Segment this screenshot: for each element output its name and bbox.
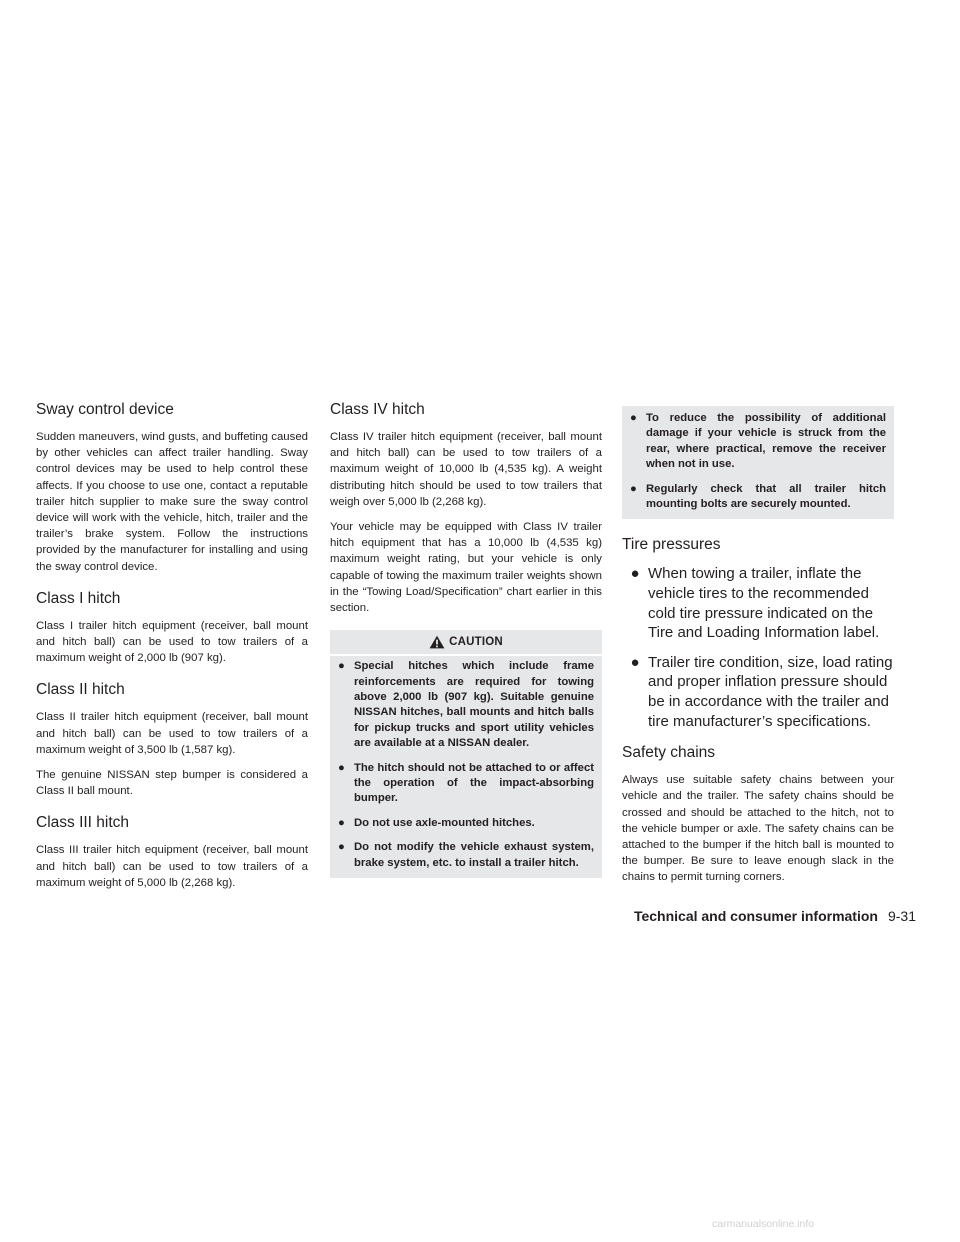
page-footer <box>634 907 916 925</box>
tire-item-text: When towing a trailer, inflate the vehicle tires to the recommended cold tire pressure indicated on the Tire and Loading Information label. <box>648 565 880 642</box>
caution-item-text: Do not modify the vehicle exhaust system, brake system, etc. to install a trailer hitch. <box>354 841 594 869</box>
bullet: ● <box>630 482 637 495</box>
watermark: carmanualsonline.info <box>712 1218 815 1230</box>
caution-item-text: Do not use axle-mounted hitches. <box>354 816 535 829</box>
tire-item <box>622 564 894 642</box>
caution-box <box>330 656 602 878</box>
tire-item-text: Trailer tire condition, size, load rating and proper inflation pressure should be in accordance with the trailer and tire manufacturer’s specifications. <box>648 653 893 730</box>
class-1-heading: Class I hitch <box>36 589 121 607</box>
caution-item <box>630 482 886 513</box>
class-3-heading: Class III hitch <box>36 814 130 832</box>
caution-item <box>630 411 886 473</box>
bullet: ● <box>630 565 640 583</box>
caution-item <box>338 659 594 751</box>
caution-item-text: To reduce the possibility of additional damage if your vehicle is struck from the rear, where practical, remove the receiver when not in use. <box>646 412 886 471</box>
footer-section-title: Technical and consumer information <box>633 908 878 924</box>
bullet: ● <box>630 653 640 671</box>
class-3-text: Class III trailer hitch equipment (receiver, ball mount and hitch ball) can be used to tow trailers of a maximum weight of 5,000 lb (2,268 kg). <box>36 844 308 889</box>
caution-item <box>338 761 594 807</box>
class-2-text: Class II trailer hitch equipment (receiver, ball mount and hitch ball) can be used to tow trailers of a maximum weight of 3,500 lb (1,587 kg). <box>36 711 308 756</box>
bullet: ● <box>338 660 345 673</box>
warning-triangle-icon <box>429 635 445 649</box>
left-column <box>36 400 308 900</box>
sway-control-text: Sudden maneuvers, wind gusts, and buffeting caused by other vehicles can affect trailer handling. Sway control devices may be used to help control these affects. If you choose to use one, contact a reputable trailer hitch supplier to make sure the sway control device will work with the vehicle, hitch, trailer and the trailer’s brake system. Follow the instructions provided by the manufacturer for installing and using the sway control device. <box>36 431 308 573</box>
middle-column <box>330 400 602 878</box>
tire-item <box>622 653 894 731</box>
caution-label: CAUTION <box>449 636 503 649</box>
class-2-heading: Class II hitch <box>36 681 125 699</box>
class-4-note: Your vehicle may be equipped with Class IV trailer hitch equipment that has a 10,000 lb (4,535 kg) maximum weight rating, but your vehicle is only capable of towing the maximum trailer weights shown in the “Towing Load/Specification” chart earlier in this section. <box>330 521 602 615</box>
caution-header <box>330 630 602 654</box>
caution-item <box>338 816 594 831</box>
class-4-text: Class IV trailer hitch equipment (receiver, ball mount and hitch ball) can be used to tow trailers of a maximum weight of 10,000 lb (4,535 kg). A weight distributing hitch should be used to tow trailers that weigh over 5,000 lb (2,268 kg). <box>330 431 602 508</box>
caution-item-text: Regularly check that all trailer hitch mounting bolts are securely mounted. <box>646 482 886 511</box>
bullet: ● <box>338 816 345 829</box>
right-column <box>622 400 894 895</box>
caution-item <box>338 840 594 871</box>
safety-chains-text: Always use suitable safety chains between your vehicle and the trailer. The safety chains should be crossed and should be attached to the hitch, not to the vehicle bumper or axle. The safety chains can be attached to the bumper if the hitch ball is mounted to the bumper. Be sure to leave enough slack in the chains to permit turning corners. <box>622 774 894 884</box>
bullet: ● <box>338 761 345 774</box>
bullet: ● <box>630 412 637 424</box>
class-4-heading: Class IV hitch <box>330 401 425 418</box>
bullet: ● <box>338 841 345 854</box>
tire-pressures-heading: Tire pressures <box>622 536 721 554</box>
class-1-text: Class I trailer hitch equipment (receiver, ball mount and hitch ball) can be used to tow trailers of a maximum weight of 2,000 lb (907 kg). <box>36 619 308 665</box>
safety-chains-heading: Safety chains <box>622 744 716 762</box>
caution-item-text: The hitch should not be attached to or affect the operation of the impact-absorbing bumper. <box>354 761 594 805</box>
page-number: 9-31 <box>887 908 916 924</box>
caution-item-text: Special hitches which include frame reinforcements are required for towing above 2,000 lb (907 kg). Suitable genuine NISSAN hitches, ball mounts and hitch balls for pickup trucks and sport utility vehicles are available at a NISSAN dealer. <box>354 660 594 750</box>
class-2-note: The genuine NISSAN step bumper is considered a Class II ball mount. <box>36 769 308 798</box>
sway-control-heading: Sway control device <box>36 401 174 418</box>
caution-box-continued <box>622 406 894 519</box>
